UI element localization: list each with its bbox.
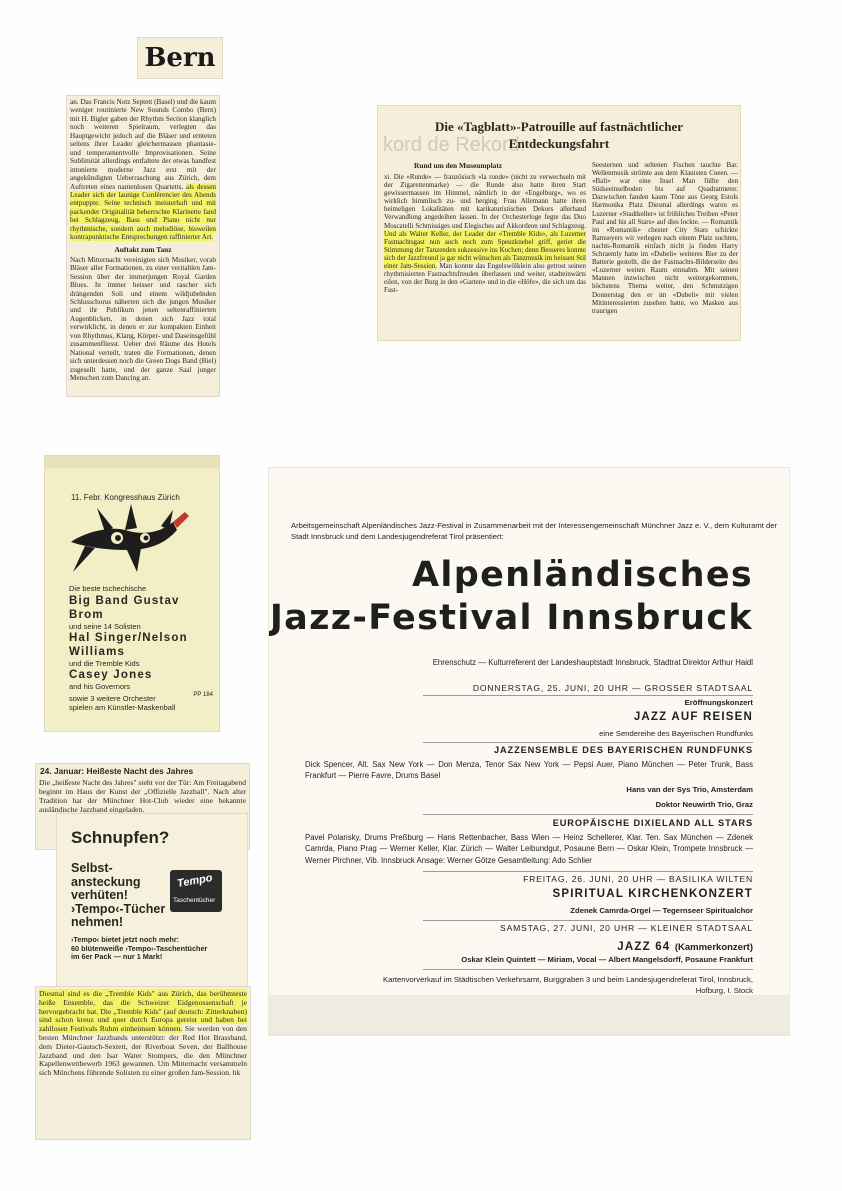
tempo-logo: [170, 870, 222, 912]
poster-day-2-title: SPIRITUAL KIRCHENKONZERT: [552, 888, 753, 900]
tempo-logo-label: Taschentücher: [173, 897, 216, 904]
poster-rule: [423, 871, 753, 872]
jazz-bird-illustration-icon: [65, 502, 195, 577]
poster-day-1-title: JAZZ AUF REISEN: [633, 711, 753, 723]
advert-lineup: [69, 584, 214, 712]
tempo-body-line: Selbst-: [71, 861, 113, 875]
poster-title-line-1: Alpenländisches: [412, 555, 753, 595]
poster-intro: Arbeitsgemeinschaft Alpenländisches Jazz-Festival in Zusammenarbeit mit der Interessengemeinschaft Münchner Jazz e. V., dem Kulturamt der Stadt Innsbruck und dem Landesjugendreferat Tirol präsentiert:: [291, 521, 777, 541]
bern-label: [138, 38, 222, 78]
tempo-advert-body: [71, 862, 171, 930]
tempo-body-line: ›Tempo‹-Tücher: [71, 901, 166, 916]
tempo-foot-line: im 6er Pack — nur 1 Mark!: [71, 952, 163, 962]
bern-label-text: Bern: [144, 43, 216, 73]
poster-trio-2: Doktor Neuwirth Trio, Graz: [655, 800, 753, 809]
tagblatt-highlight: Und als Walter Keller, der Leader der «Tremble Kids», als Luzerner Fastnachtsgast nun auch noch zum Speuzknebel griff, geriet die Stimmung der Tanzenden sukzessive ins Kochen; denn Besseres konnte sich der Jazzfreund ja gar nicht wünschen als Tanzmusik im heissen Stil einer Jam-Session.: [384, 229, 586, 271]
poster-ensemble-1: JAZZENSEMBLE DES BAYERISCHEN RUNDFUNKS: [494, 745, 753, 755]
poster-ensemble-2-members: Pavel Polansky, Drums Preßburg — Hans Rettenbacher, Bass Wien — Heinz Schellerer, Klar. Ten. Sax München — Zdenek Camrda, Piano Prag — Werner Keller, Klar. Zürich — Walter Leibundgut, Posaune Bern — Oskar Klein, Trompete Innsbruck — Werner Pirchner, Vib. Innsbruck Ansage: Werner Götze Gesamtleitung: Ado Schlier: [305, 833, 753, 865]
bern-article-paragraph-1: [70, 98, 216, 242]
tagblatt-column-2-text: Seesternen und seltenen Fischen tauchte Bar. Wellenmusik strömte aus dem Klanisten Coeen. — «Bali» war eine Insel Man füllte den Südseeinselboden bis auf Quadratmeter. Dazwischen fanden kaum Töne aus Georg Estols Harmonika Platz Diesmal allerdings waren es Luzerner «Stadtkeller» ist fröhliches Treiben «Peter Paul and his all Stars» auf dies lockte. — Romantik im «Romantik» chester City Stars schickte Ramseyers wir verlegen nach einem Platz suchten, nachts-Romantik einfach nicht ja finden Harry Schraemly hatte im «Dubeli» weiteres Bier zu der Batterie gestellt, die der Fastnachts-Bilderseite des «Luzerner weiten Raum einnahm. Mit seinen Mannen inzwischen nicht weitergekommen, höchstens Thema weiter, den Schmutzigen Donnerstag den er im «Dubeli» mit vielen Mitinteressierten zusehen hatte, wo Masken aus traurigen: [592, 161, 738, 315]
bern-article-subhead: Auftakt zum Tanz: [114, 244, 172, 254]
advert-line: und seine 14 Solisten: [69, 622, 141, 631]
poster-trio-1: Hans van der Sys Trio, Amsterdam: [626, 785, 753, 794]
poster-rule: [423, 814, 753, 815]
tagblatt-headline: [378, 118, 740, 152]
bern-article-clipping: [67, 96, 219, 396]
heiss-title: 24. Januar: Heißeste Nacht des Jahres: [40, 766, 194, 776]
advert-band: Casey Jones: [69, 669, 153, 681]
poster-day-2-desc: Zdenek Camrda-Orgel — Tegernseer Spiritualchor: [570, 906, 753, 915]
bern-article-paragraph-2: Nach Mitternacht vereinigten sich Musiker, vorab Bläser aller Formationen, zu einer veritablen Jam-Session über der immerjungen Royal Garden Blues. In immer heisser und rascher sich drängenden Soli und einem wildjubelnden Schlusschorus näherten sich die jungen Musiker und ihr Publikum jenen seltenraffinierten Augenblicken, in denen sich Jazz total verwirklicht, in denen er zur kompakten Einheit von Rhythmus, Klang, Körper- und Daseinsgefühl zusammenfliesst. Ueber drei Räume des Hotels National verteilt, traten die Formationen, denen sich unterdessen noch die Green Dogs Band (Biel) zugesellt hatte, und der ganze Saal junger Menschen zum Dancing an.: [70, 255, 216, 383]
poster-day-3-title-sub: (Kammerkonzert): [674, 942, 753, 953]
poster-title-line-2: Jazz-Festival Innsbruck: [269, 598, 753, 638]
tagblatt-headline-line-2: Entdeckungsfahrt: [508, 136, 610, 151]
heiss-body: Die „heißeste Nacht des Jahres" steht vor der Tür: Am Freitagabend beginnt im Haus der Kunst der „Offizielle Jazzball". Nach alter Tradition hat der Münchner Hot-Club wieder eine bekannte ausländische Jazzband eingeladen.: [39, 778, 246, 814]
poster-rule: [423, 695, 753, 696]
tempo-body-line: verhüten!: [71, 888, 128, 902]
advert-date: 11. Febr. Kongresshaus Zürich: [71, 493, 180, 502]
advert-band: Hal Singer/Nelson Williams: [69, 632, 188, 658]
tempo-logo-brand: Tempo: [176, 871, 214, 891]
poster-rule: [423, 920, 753, 921]
advert-code: PP 184: [193, 692, 213, 698]
festival-poster: [269, 468, 789, 1035]
advert-line: sowie 3 weitere Orchester: [69, 694, 156, 703]
poster-day-3: SAMSTAG, 27. JUNI, 20 UHR — KLEINER STADTSAAL: [500, 923, 753, 933]
tempo-advert-title: Schnupfen?: [71, 828, 170, 847]
poster-day-1: DONNERSTAG, 25. JUNI, 20 UHR — GROSSER STADTSAAL: [472, 683, 753, 693]
tremble-kids-highlight: Diesmal sind es die „Tremble Kids" aus Zürich, das berühmteste heiße Ensemble, das die Schweizer Eidgenossenschaft je hervorgebracht hat. Die „Tremble Kids" (auf deutsch: Zitterknaben) sind schon kreuz und quer durch Europa gereist und haben bei zahllosen Festivals Ruhm einheimsen können.: [39, 989, 247, 1034]
tagblatt-text-b: Man konnte das Engelswölklein also getrost seinen rhythmisierten Fastnachtsfreuden überlassen und weiter, stadteinwärts eilen, von der Burg in den «Garten» und in die «Höfe», die sich um das Fast-: [384, 262, 586, 295]
poster-day-3-title: JAZZ 64: [617, 941, 671, 953]
tagblatt-article-clipping: [378, 106, 740, 340]
tagblatt-text-a: xi. Die «Runde» — französisch «la ronde» (nicht zu verwechseln mit der Zigarettenmarke) — die Runde also hatte ihren Start gewissermassen im Himmel, nämlich in der «Engelburg», wo es wirklich himmlisch zu- und herging. Frau Allemann hatte ihren heimeligen Lokalitäten mit karikaturistischen Dekors allerhand Verwandlung angedeihen lassen. In der Orchesterloge fegte das Duo Moscatelli Schmissiges und Elegisches auf Akkordeon und Schlagzeug.: [384, 173, 586, 230]
poster-tickets: Kartenvorverkauf im Städtischen Verkehrsamt, Burggraben 3 und beim Landesjugendreferat Tirol, Innsbruck, Hofburg, I. Stock: [382, 975, 753, 995]
tempo-body-line: nehmen!: [71, 915, 124, 929]
advert-line: und die Tremble Kids: [69, 659, 140, 668]
advert-line: spielen am Künstler-Maskenball: [69, 703, 176, 712]
bern-article-text: an. Das Francis Notz Septett (Basel) und die kaum weniger routinierte New Sounds Combo (Bern) mit H. Bigler gaben der Rhythm Section klanglich noch weiteren Spielraum, verlegten das Hauptgewicht jedoch auf die Bläser und ernteten seitens ihrer Leader gleichermassen phantasie- und temperamentvolle Improvisationen. Seine Sublimität allerdings entfaltete der etwas handfest intonierte moderne Jazz erst mit der angekündigten Ueberraschung aus Zürich, dem Auftreten eines namenlosen Quartetts,: [70, 98, 216, 191]
tempo-advert: [57, 814, 247, 992]
poster-rule: [423, 969, 753, 970]
poster-day-1-sub: Eröffnungskonzert: [684, 698, 753, 707]
advert-band: Big Band Gustav Brom: [69, 595, 180, 621]
tagblatt-headline-line-1: Die «Tagblatt»-Patrouille auf fastnächtlicher: [434, 119, 684, 134]
poster-ehrenschutz: Ehrenschutz — Kulturreferent der Landeshauptstadt Innsbruck, Stadtrat Direktor Arthur Haidl: [432, 658, 753, 667]
advert-line: and his Governors: [69, 682, 131, 691]
poster-day-3-desc: Oskar Klein Quintett — Miriam, Vocal — Albert Mangelsdorff, Posaune Frankfurt: [461, 955, 753, 964]
poster-day-1-desc: eine Sendereihe des Bayerischen Rundfunks: [599, 729, 753, 738]
tagblatt-column-1: [384, 161, 586, 294]
tagblatt-column-1-text: [384, 173, 586, 294]
poster-ensemble-1-members: Dick Spencer, Alt. Sax New York — Don Menza, Tenor Sax New York — Pepsi Auer, Piano München — Peter Trunk, Bass Frankfurt — Pierre Favre, Drums Basel: [305, 760, 753, 781]
advert-top-strip: [45, 456, 219, 468]
poster-day-2: FREITAG, 26. JUNI, 20 UHR — BASILIKA WILTEN: [523, 874, 753, 884]
bern-article-highlight: als dessen Leader sich der launige Conférencier des Abends entpuppte. Seine technisch meisterhaft und mit packender Originalität beherrschte Klarinette fand bei Schlagzeug, Bass und Piano nicht nur rhythmische, sondern auch melodiöse, bisweilen kontrapunktische Entsprechungen raffinierter Art.: [70, 182, 216, 242]
tremble-kids-clipping: [36, 987, 250, 1139]
kongresshaus-advert: [45, 456, 219, 731]
poster-rule: [423, 742, 753, 743]
tremble-kids-text: [39, 990, 247, 1078]
poster-ensemble-2: EUROPÄISCHE DIXIELAND ALL STARS: [552, 818, 753, 828]
tempo-body-line: ansteckung: [71, 874, 141, 889]
tagblatt-bleedthrough-text: kord de Rekord:: [383, 134, 526, 156]
tempo-foot-line: ›Tempo‹ bietet jetzt noch mehr:: [71, 935, 180, 944]
tempo-foot-line: 60 blütenweiße ›Tempo‹-Taschentücher: [71, 943, 208, 953]
poster-bottom-margin: [269, 995, 789, 1035]
advert-line: Die beste tschechische: [69, 584, 147, 593]
poster-day-3-heading: [617, 937, 753, 955]
tagblatt-subhead: Rund um den Museumplatz: [414, 161, 503, 170]
poster-title: [269, 554, 789, 640]
tremble-kids-rest: Sie werden von den besten Münchner Jazzbands unterstützt: der Red Hot Brassband, dem Dieter-Gautsch-Sextett, der Riverboat Seven, der Ballhouse Jazzband und den Isar Water Stompers, die den Münchner Kapellenwettbewerb 1963 gewannen. Um Mitternacht versammeln sich Münchens führende Solisten zu einer großen Jam-Session. hk: [39, 1024, 247, 1078]
tempo-advert-footer: [71, 936, 239, 962]
tagblatt-column-2: [592, 161, 738, 315]
